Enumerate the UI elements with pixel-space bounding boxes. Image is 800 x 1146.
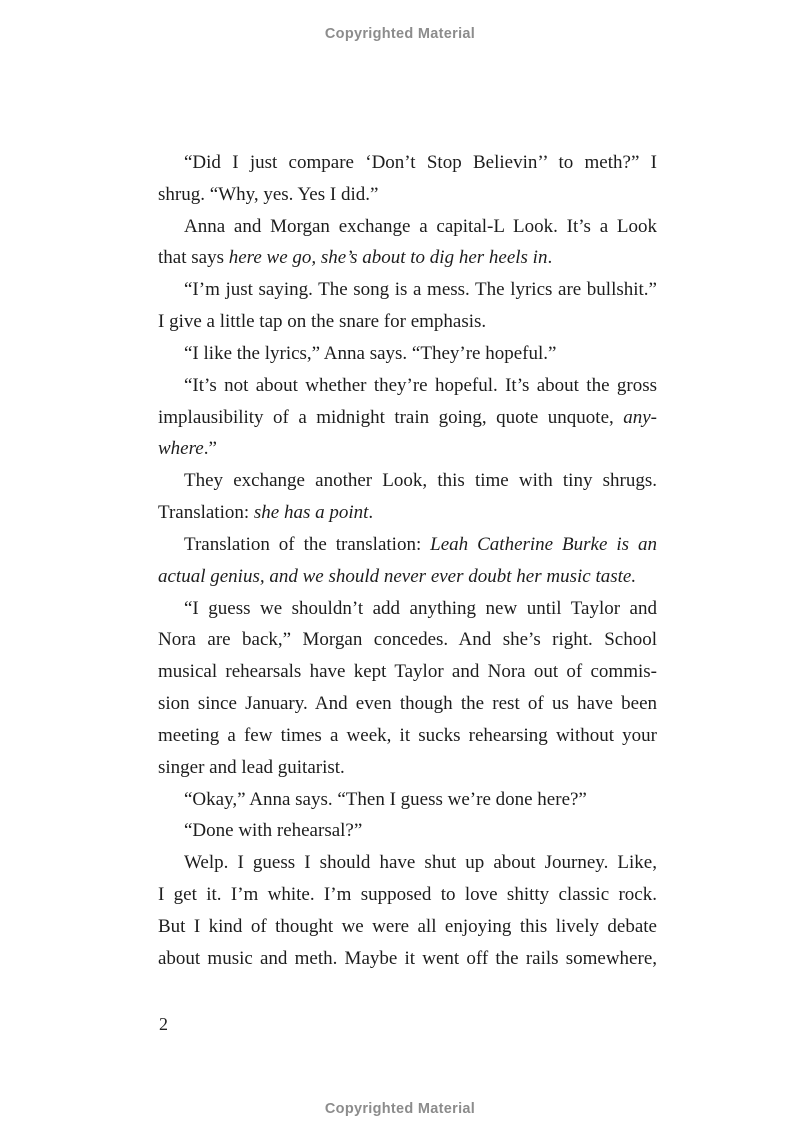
text-segment: musical rehearsals have kept Taylor and Nora out of commis- <box>158 661 657 683</box>
text-line <box>158 370 657 402</box>
text-line <box>158 338 657 370</box>
text-segment: implausibility of a midnight train going, quote unquote, <box>158 406 624 428</box>
text-segment: Nora are back,” Morgan concedes. And she’s right. School <box>158 629 657 651</box>
text-segment: that says <box>158 247 229 269</box>
text-segment: “I guess we shouldn’t add anything new until Taylor and <box>184 597 657 619</box>
text-segment: But I kind of thought we were all enjoying this lively debate <box>158 915 657 937</box>
text-line <box>158 211 657 243</box>
copyright-notice-bottom: Copyrighted Material <box>324 1101 476 1117</box>
text-line <box>158 465 657 497</box>
text-segment: Welp. I guess I should have shut up about Journey. Like, <box>184 852 657 874</box>
text-segment: I get it. I’m white. I’m supposed to love shitty classic rock. <box>158 884 657 906</box>
text-line <box>158 911 657 943</box>
text-line <box>158 433 657 465</box>
italic-text-segment: actual genius, and we should never ever doubt her music taste. <box>158 565 637 587</box>
text-line <box>158 752 657 784</box>
text-line <box>158 943 657 975</box>
text-segment: shrug. “Why, yes. Yes I did.” <box>158 183 379 205</box>
text-segment: . <box>368 502 374 524</box>
text-segment: “I’m just saying. The song is a mess. The lyrics are bullshit.” <box>184 279 657 301</box>
text-line <box>158 720 657 752</box>
text-line <box>158 593 657 625</box>
text-segment: meeting a few times a week, it sucks rehearsing without your <box>158 724 657 746</box>
text-line <box>158 242 657 274</box>
text-segment: “Did I just compare ‘Don’t Stop Believin’’ to meth?” I <box>184 152 657 173</box>
text-segment: singer and lead guitarist. <box>158 756 345 778</box>
italic-text-segment: any- <box>623 406 657 428</box>
text-line <box>158 497 657 529</box>
text-segment: . <box>547 247 553 269</box>
italic-text-segment: here we go, she’s about to dig her heels in <box>228 247 548 269</box>
text-segment: Translation of the translation: <box>184 533 431 555</box>
text-segment: sion since January. And even though the rest of us have been <box>158 693 657 715</box>
text-line <box>158 624 657 656</box>
text-segment: .” <box>203 438 217 460</box>
text-line <box>158 656 657 688</box>
text-segment: They exchange another Look, this time with tiny shrugs. <box>184 470 657 492</box>
body-text <box>158 147 657 975</box>
text-segment: Translation: <box>158 502 254 524</box>
text-line <box>158 529 657 561</box>
text-line <box>158 847 657 879</box>
text-line <box>158 402 657 434</box>
text-segment: I give a little tap on the snare for emphasis. <box>158 311 487 333</box>
text-segment: “It’s not about whether they’re hopeful. It’s about the gross <box>184 374 657 396</box>
italic-text-segment: Leah Catherine Burke is an <box>430 533 657 555</box>
copyright-notice-top: Copyrighted Material <box>324 26 476 42</box>
text-segment: “I like the lyrics,” Anna says. “They’re hopeful.” <box>184 342 557 364</box>
text-line <box>158 561 657 593</box>
text-line <box>158 688 657 720</box>
text-line <box>158 815 657 847</box>
text-line <box>158 147 657 179</box>
text-line <box>158 274 657 306</box>
page-number: 2 <box>159 1014 168 1034</box>
text-segment: about music and meth. Maybe it went off the rails somewhere, <box>158 947 657 969</box>
text-line <box>158 879 657 911</box>
italic-text-segment: where <box>158 438 204 460</box>
text-segment: “Done with rehearsal?” <box>184 820 363 842</box>
text-segment: Anna and Morgan exchange a capital-L Look. It’s a Look <box>184 215 657 237</box>
italic-text-segment: she has a point <box>253 502 369 524</box>
text-line <box>158 306 657 338</box>
text-line <box>158 784 657 816</box>
text-segment: “Okay,” Anna says. “Then I guess we’re done here?” <box>184 788 587 810</box>
text-line <box>158 179 657 211</box>
